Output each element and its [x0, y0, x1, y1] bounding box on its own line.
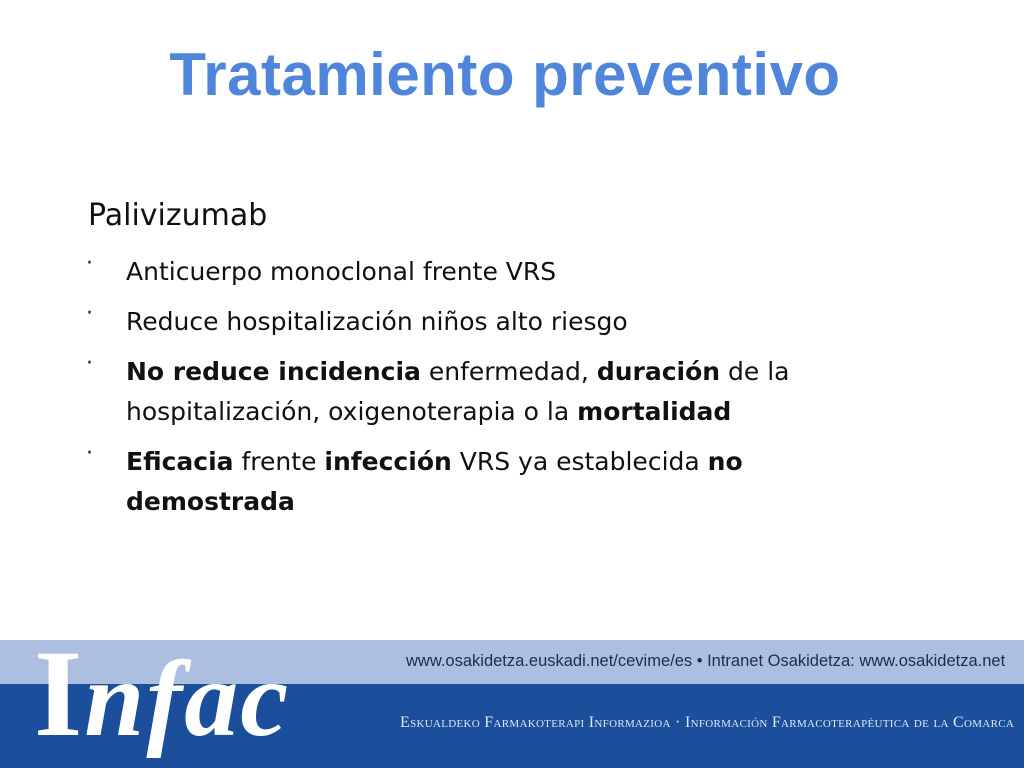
bullet-item — [88, 352, 848, 432]
bullet-text: VRS ya establecida — [451, 447, 708, 476]
slide-subtitle: Palivizumab — [88, 198, 268, 233]
bullet-item — [88, 442, 848, 522]
bullet-text: enfermedad, — [420, 357, 597, 386]
infac-logo: Infac — [34, 625, 291, 762]
bullet-text: Anticuerpo monoclonal frente VRS — [126, 257, 557, 286]
bullet-bold-text: Eficacia — [126, 447, 234, 476]
footer-tagline: Eskualdeko Farmakoterapi Informazioa · Información Farmacoterapéutica de la Comarca — [400, 714, 1015, 731]
footer-url-text: www.osakidetza.euskadi.net/cevime/es • Intranet Osakidetza: www.osakidetza.net — [406, 652, 1006, 670]
bullet-bold-text: no demostrada — [126, 447, 743, 516]
bullet-bold-text: infección — [324, 447, 452, 476]
bullet-text: de la hospitalización, oxigenoterapia o la — [126, 357, 790, 426]
bullet-item — [88, 252, 848, 292]
bullet-bold-text: mortalidad — [577, 397, 732, 426]
bullet-item — [88, 302, 848, 342]
slide-title: Tratamiento preventivo — [169, 41, 841, 108]
bullet-text: frente — [233, 447, 325, 476]
bullet-bold-text: No reduce incidencia — [126, 357, 421, 386]
bullet-text: Reduce hospitalización niños alto riesgo — [126, 307, 628, 336]
bullet-bold-text: duración — [596, 357, 721, 386]
bullet-list — [88, 252, 848, 532]
